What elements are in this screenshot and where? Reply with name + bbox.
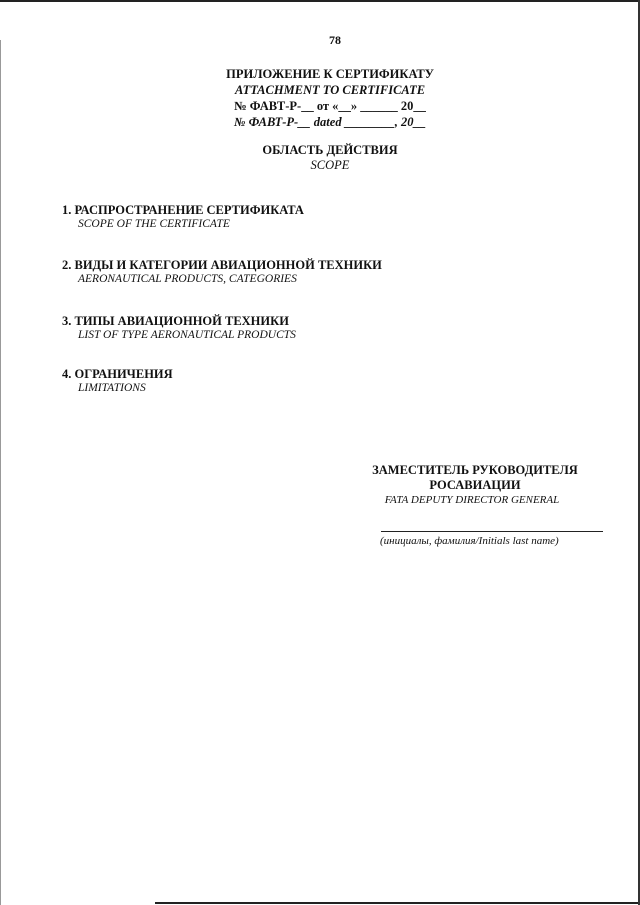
header-title-en: ATTACHMENT TO CERTIFICATE bbox=[234, 83, 426, 97]
section-2 bbox=[62, 258, 382, 286]
section-title-en: LIMITATIONS bbox=[78, 382, 146, 394]
section-title-ru: 2. ВИДЫ И КАТЕГОРИИ АВИАЦИОННОЙ ТЕХНИКИ bbox=[62, 258, 382, 272]
scan-edge-left bbox=[0, 40, 1, 905]
scope-title-ru: ОБЛАСТЬ ДЕЙСТВИЯ bbox=[262, 143, 398, 157]
document-header bbox=[200, 66, 460, 130]
section-title-ru: 1. РАСПРОСТРАНЕНИЕ СЕРТИФИКАТА bbox=[62, 203, 304, 217]
signatory-title-en: FATA DEPUTY DIRECTOR GENERAL bbox=[384, 494, 560, 506]
section-1 bbox=[62, 203, 304, 231]
header-number-en: № ФАВТ-Р-__ dated ________, 20__ bbox=[234, 115, 426, 129]
scan-edge-bottom bbox=[155, 902, 640, 904]
signatory-title-ru-line2: РОСАВИАЦИИ bbox=[429, 478, 521, 492]
signatory-title-ru-line1: ЗАМЕСТИТЕЛЬ РУКОВОДИТЕЛЯ bbox=[372, 463, 578, 477]
header-title-ru: ПРИЛОЖЕНИЕ К СЕРТИФИКАТУ bbox=[226, 67, 434, 81]
section-title-ru: 3. ТИПЫ АВИАЦИОННОЙ ТЕХНИКИ bbox=[62, 314, 289, 328]
section-3 bbox=[62, 314, 296, 342]
header-number-ru: № ФАВТ-Р-__ от «__» ______ 20__ bbox=[234, 99, 426, 113]
scope-heading bbox=[230, 143, 430, 173]
signature-caption: (инициалы, фамилия/Initials last name) bbox=[380, 535, 559, 547]
section-title-ru: 4. ОГРАНИЧЕНИЯ bbox=[62, 367, 173, 381]
section-title-en: AERONAUTICAL PRODUCTS, CATEGORIES bbox=[78, 273, 297, 285]
scope-title-en: SCOPE bbox=[310, 158, 350, 172]
signature-line bbox=[381, 531, 603, 532]
section-4 bbox=[62, 367, 173, 395]
signatory-block bbox=[360, 463, 590, 508]
section-title-en: SCOPE OF THE CERTIFICATE bbox=[78, 218, 230, 230]
section-title-en: LIST OF TYPE AERONAUTICAL PRODUCTS bbox=[78, 329, 296, 341]
page-number: 78 bbox=[329, 33, 341, 47]
scan-edge-top bbox=[0, 0, 640, 2]
